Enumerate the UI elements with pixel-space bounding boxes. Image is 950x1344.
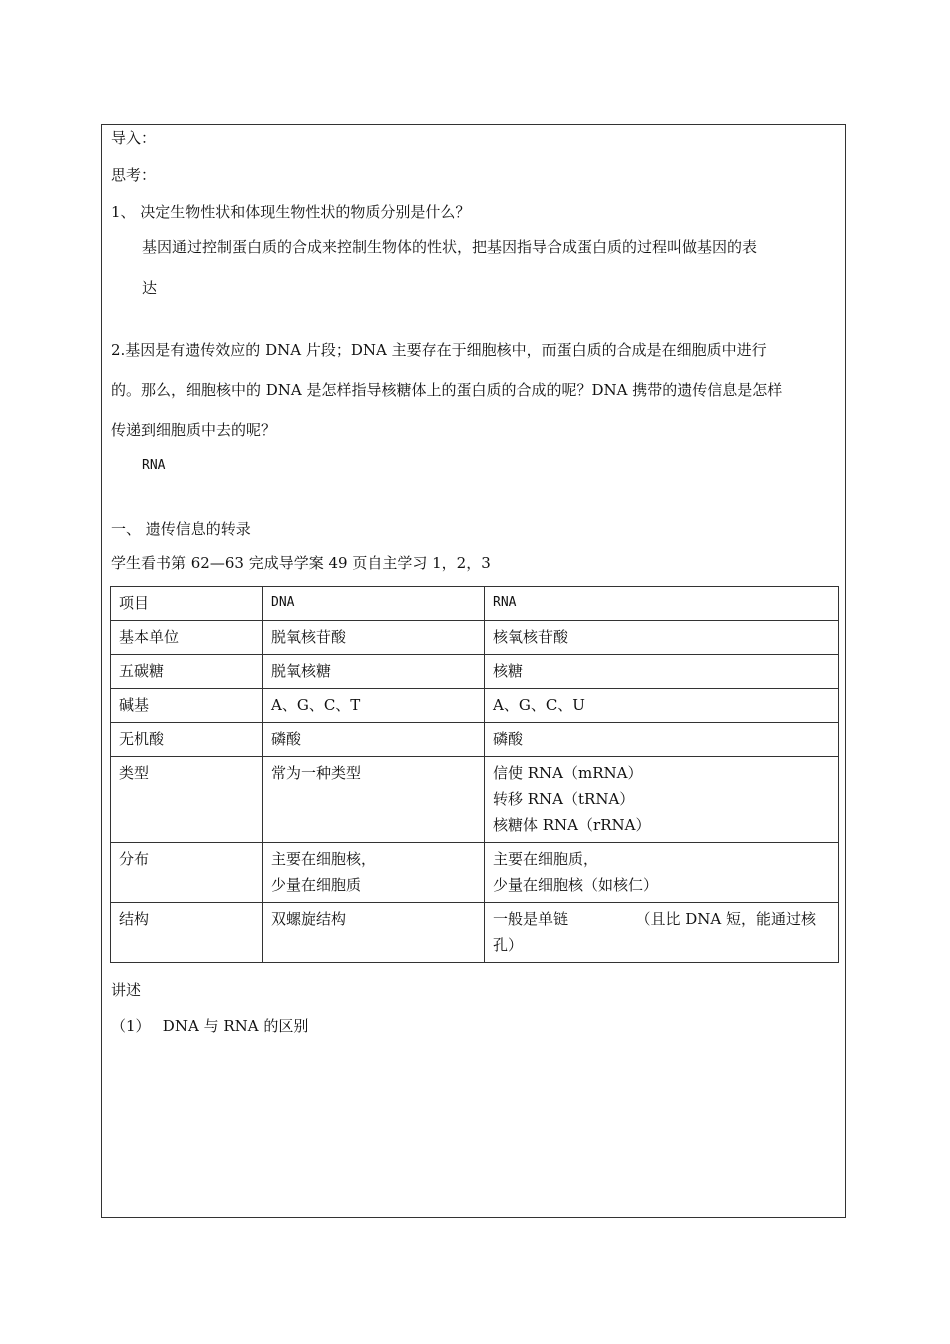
row-rna-cell-line: 孔）: [493, 936, 524, 954]
row-dna-cell-line: 常为一种类型: [271, 764, 362, 782]
row-item-label: 五碳糖: [111, 655, 263, 689]
row-dna-cell-line: 脱氧核苷酸: [271, 628, 347, 646]
row-dna-cell: [263, 723, 485, 757]
section-1-heading: 一、 遗传信息的转录: [111, 520, 251, 538]
header-item: 项目: [111, 587, 263, 621]
row-dna-cell: [263, 689, 485, 723]
row-rna-cell: [485, 723, 839, 757]
row-rna-cell-line: 信使 RNA（mRNA）: [493, 764, 643, 782]
row-rna-cell: [485, 843, 839, 903]
row-dna-cell: [263, 903, 485, 963]
row-dna-cell-line: 脱氧核糖: [271, 662, 332, 680]
question-2-line-3: 传递到细胞质中去的呢？: [111, 421, 277, 439]
dna-rna-comparison-table: [110, 586, 839, 963]
row-dna-cell-line: A、G、C、T: [271, 696, 361, 714]
row-dna-cell: [263, 757, 485, 843]
table-row: [111, 903, 839, 963]
question-2-line-2: 的。那么，细胞核中的 DNA 是怎样指导核糖体上的蛋白质的合成的呢？DNA 携带的遗传信息是怎样: [111, 381, 783, 399]
answer-1-line-1: 基因通过控制蛋白质的合成来控制生物体的性状，把基因指导合成蛋白质的过程叫做基因的表: [142, 238, 758, 256]
answer-1-line-2: 达: [142, 279, 158, 297]
row-rna-cell-line: 一般是单链 （且比 DNA 短，能通过核: [493, 910, 817, 928]
table-row: [111, 723, 839, 757]
row-rna-cell-line: 少量在细胞核（如核仁）: [493, 876, 659, 894]
row-dna-cell-line: 磷酸: [271, 730, 302, 748]
table-row: [111, 621, 839, 655]
row-item-label: 分布: [111, 843, 263, 903]
row-dna-cell: [263, 655, 485, 689]
table-header-row: [111, 587, 839, 621]
row-rna-cell: [485, 621, 839, 655]
table-row: [111, 655, 839, 689]
row-rna-cell-line: 核糖: [493, 662, 524, 680]
row-rna-cell-line: 核糖体 RNA（rRNA）: [493, 816, 651, 834]
row-rna-cell: [485, 689, 839, 723]
answer-rna: RNA: [142, 458, 166, 473]
intro-heading: 导入：: [111, 129, 157, 147]
table-row: [111, 843, 839, 903]
lecture-heading: 讲述: [111, 981, 142, 999]
row-rna-cell-line: 核氧核苷酸: [493, 628, 569, 646]
row-dna-cell-line: 主要在细胞核，: [271, 850, 377, 868]
row-rna-cell-line: A、G、C、U: [493, 696, 585, 714]
table-row: [111, 757, 839, 843]
row-dna-cell: [263, 621, 485, 655]
row-item-label: 基本单位: [111, 621, 263, 655]
question-2-line-1: 2.基因是有遗传效应的 DNA 片段；DNA 主要存在于细胞核中，而蛋白质的合成是在细胞质中进行: [111, 341, 767, 359]
row-rna-cell: [485, 655, 839, 689]
header-dna: DNA: [263, 587, 485, 621]
row-item-label: 结构: [111, 903, 263, 963]
row-rna-cell-line: 主要在细胞质，: [493, 850, 599, 868]
row-dna-cell: [263, 843, 485, 903]
row-item-label: 碱基: [111, 689, 263, 723]
row-item-label: 类型: [111, 757, 263, 843]
row-rna-cell-line: 磷酸: [493, 730, 524, 748]
question-1: 1、 决定生物性状和体现生物性状的物质分别是什么？: [111, 203, 471, 221]
point-1: （1） DNA 与 RNA 的区别: [111, 1017, 309, 1035]
row-item-label: 无机酸: [111, 723, 263, 757]
header-rna: RNA: [485, 587, 839, 621]
row-rna-cell: [485, 757, 839, 843]
row-rna-cell: [485, 903, 839, 963]
think-heading: 思考：: [111, 166, 157, 184]
row-dna-cell-line: 双螺旋结构: [271, 910, 347, 928]
row-dna-cell-line: 少量在细胞质: [271, 876, 362, 894]
table-row: [111, 689, 839, 723]
study-task: 学生看书第 62—63 完成导学案 49 页自主学习 1，2，3: [111, 554, 491, 572]
row-rna-cell-line: 转移 RNA（tRNA）: [493, 790, 635, 808]
